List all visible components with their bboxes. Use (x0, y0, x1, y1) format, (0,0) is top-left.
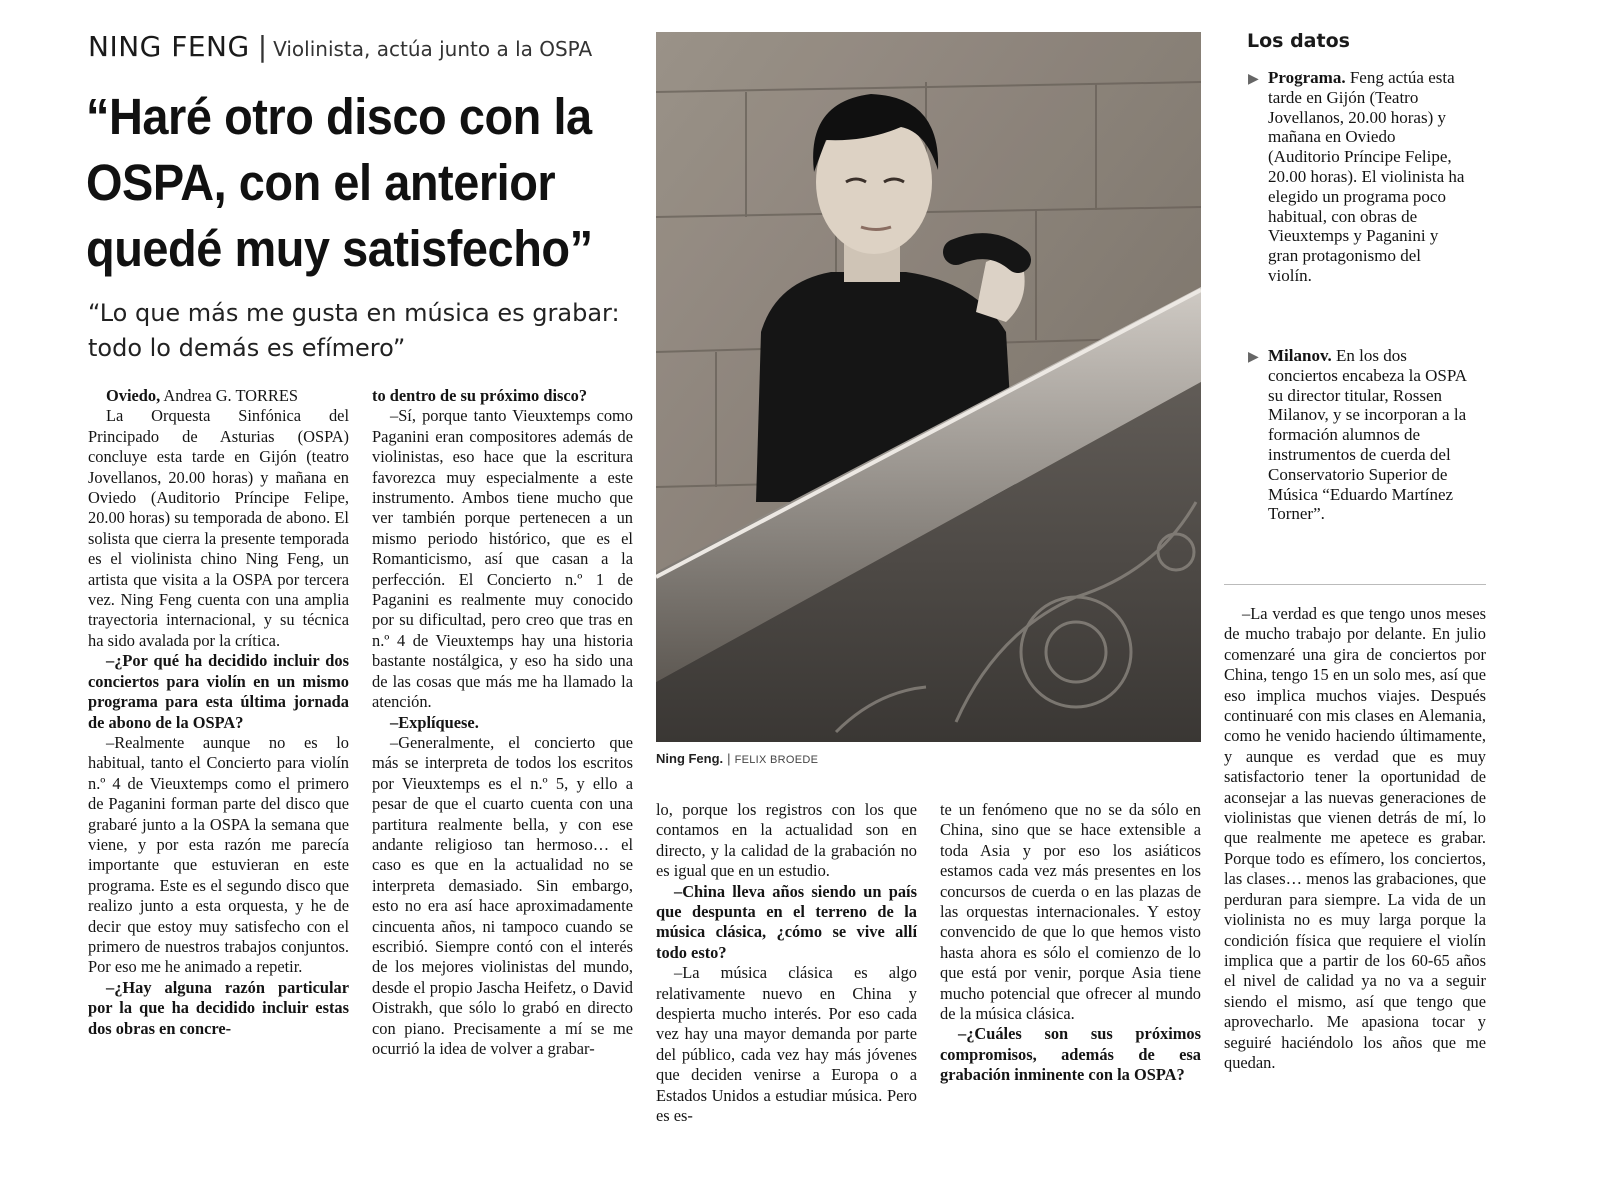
photo-caption (656, 751, 1201, 771)
sidebar-item-text: Feng actúa esta tarde en Gijón (Teatro Jovellanos, 20.00 horas) y mañana en Oviedo (Auditorio Príncipe Felipe, 20.00 horas). El violinista ha elegido un programa poco habitual, con obras de Vieuxtemps y Paganini y gran protagonismo del violín. (1268, 68, 1465, 285)
answer-3-end: lo, porque los registros con los que contamos en la actualidad son en directo, y la calidad de la grabación no es igual que en un estudio. (656, 800, 917, 881)
question-3: –Explíquese. (390, 712, 479, 732)
answer-1: –Realmente aunque no es lo habitual, tanto el Concierto para violín n.º 4 de Vieuxtemps como el primero de Paganini forman parte del disco que grabaré junto a la OSPA la semana que viene, y por esta razón me parecía importante que estuvieran en este programa. Este es el segundo disco que realizo junto a esta orquesta, y he de decir que estoy muy satisfecho con el primero de nuestros trabajos conjuntos. Por eso me he animado a repetir. (88, 732, 349, 977)
question-2-end: to dentro de su próximo disco? (372, 386, 588, 405)
headline: “Haré otro disco con la OSPA, con el anterior quedé muy satisfecho” (86, 88, 593, 277)
byline (88, 386, 349, 406)
sidebar-item-text: En los dos conciertos encabeza la OSPA su director titular, Rossen Milanov, y se incorporan a la formación alumnos de instrumentos de cuerda del Conservatorio Superior de Música “Eduardo Martínez Torner”. (1268, 346, 1467, 524)
answer-3: –Generalmente, el concierto que más se interpreta de todos los escritos por Vieuxtemps es el n.º 5, y ello a pesar de que el cuarto cuenta con una partitura realmente bella, y con ese andante religioso tan hermoso… el caso es que en la actualidad no se interpreta demasiado. Sin embargo, esto no era así hace aproximadamente cincuenta años, ni tampoco cuando se escribió. Siempre contó con el interés de los mejores violinistas del mundo, desde el propio Jascha Heifetz, o David Oistrakh, que sólo lo grabó en directo con piano. Precisamente a mí se me ocurrió la idea de volver a grabar- (372, 732, 633, 1058)
article-photo (656, 32, 1201, 742)
triangle-bullet-icon: ▶ (1248, 350, 1259, 365)
question-2: –¿Hay alguna razón particular por la que ha decidido incluir estas dos obras en concre- (88, 977, 349, 1038)
article-column-4 (940, 800, 1201, 1086)
kicker-separator: | (257, 30, 268, 63)
sidebar-item-milanov (1248, 346, 1468, 524)
byline-place: Oviedo, (106, 386, 161, 405)
intro-paragraph: La Orquesta Sinfónica del Principado de Asturias (OSPA) concluye esta tarde en Gijón (teatro Jovellanos, 20.00 horas) y mañana en Oviedo (Auditorio Príncipe Felipe, 20.00 horas) su temporada de abono. El solista que cierra la presente temporada es el violinista chino Ning Feng, un artista que visita a la OSPA por tercera vez. Ning Feng cuenta con una amplia trayectoria internacional, y su técnica ha sido avalada por la crítica. (88, 406, 349, 650)
answer-2: –Sí, porque tanto Vieuxtemps como Paganini eran compositores además de violinistas, eso hace que la escritura favorezca muy especialmente a este instrumento. Ambos tiene mucho que ver también porque pertenecen a un mismo periodo histórico, que es el Romanticismo, así que casan a la perfección. El Concierto n.º 1 de Paganini es realmente muy conocido por su dificultad, pero creo que tras en n.º 4 de Vieuxtemps hay una historia bastante nostálgica, y eso ha sido una de las cosas que más me ha llamado la atención. (372, 406, 633, 712)
article-column-1 (88, 386, 349, 1039)
article-column-2 (372, 386, 633, 1059)
photo-illustration (656, 32, 1201, 742)
question-1: –¿Por qué ha decidido incluir dos conciertos para violín en un mismo programa para esta última jornada de abono de la OSPA? (88, 651, 349, 732)
answer-4: –La música clásica es algo relativamente nuevo en China y despierta mucho interés. Por eso cada vez hay una mayor demanda por parte del público, cada vez hay más jóvenes que deciden venirse a Europa o a Estados Unidos a estudiar música. Pero es es- (656, 963, 917, 1126)
sidebar-item-label: Milanov. (1268, 346, 1332, 365)
question-4: –China lleva años siendo un país que despunta en el terreno de la música clásica, ¿cómo se vive allí todo esto? (656, 881, 917, 962)
article-column-3 (656, 800, 917, 1127)
sidebar-divider (1224, 584, 1486, 585)
sidebar-item-label: Programa. (1268, 68, 1346, 87)
kicker (88, 30, 628, 66)
byline-author: Andrea G. TORRES (160, 386, 298, 405)
interviewee-name: NING FENG (88, 30, 250, 63)
caption-separator: | (727, 751, 731, 766)
answer-4-end: te un fenómeno que no se da sólo en China, sino que se hace extensible a toda Asia y por eso los asiáticos estamos cada vez más presentes en los concursos de cuerda o en las plazas de las orquestas internacionales. Y estoy convencido de que lo que hemos visto hasta ahora es sólo el comienzo de lo que está por venir, porque Asia tiene mucho potencial que ofrecer al mundo de la música clásica. (940, 800, 1201, 1024)
photo-credit: FELIX BROEDE (734, 754, 819, 766)
caption-subject: Ning Feng. (656, 751, 724, 766)
triangle-bullet-icon: ▶ (1248, 72, 1259, 87)
subheadline: “Lo que más me gusta en música es grabar: todo lo demás es efímero” (88, 299, 620, 362)
question-5: –¿Cuáles son sus próximos compromisos, además de esa grabación inminente con la OSPA? (940, 1024, 1201, 1085)
article-column-5 (1224, 604, 1486, 1073)
answer-5: –La verdad es que tengo unos meses de mucho trabajo por delante. En julio comenzaré una gira de conciertos por China, tengo 15 en un solo mes, así que eso implica muchos viajes. Después continuaré con mis clases en Alemania, como he venido haciendo últimamente, y aunque es verdad que es muy satisfactorio tener la oportunidad de aconsejar a las nuevas generaciones de violinistas que vienen detrás de mí, lo que realmente me apetece es grabar. Porque todo es efímero, los conciertos, las clases… menos las grabaciones, que perduran para siempre. La vida de un violinista no es muy larga porque la condición física que requiere el violín implica que a partir de los 60-65 años el nivel de calidad ya no va a seguir siendo el mismo, así que tengo que aprovecharlo. Me apasiona tocar y seguiré haciéndolo los años que me quedan. (1224, 604, 1486, 1072)
interviewee-role: Violinista, actúa junto a la OSPA (273, 37, 593, 61)
sidebar-item-programa (1248, 68, 1468, 286)
sidebar-title: Los datos (1247, 30, 1350, 52)
